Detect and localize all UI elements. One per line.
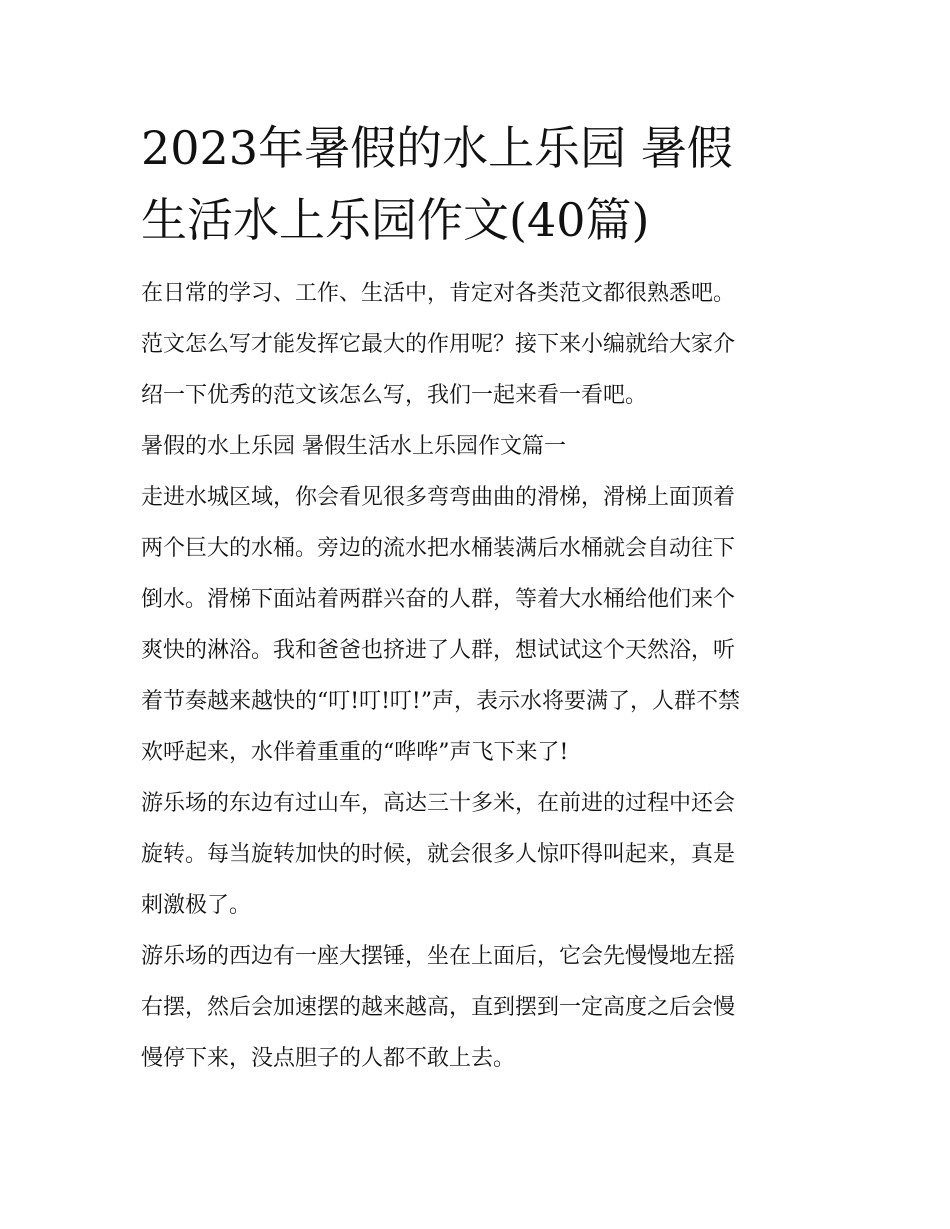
document-page [141, 112, 816, 1084]
text-line: 慢停下来，没点胆子的人都不敢上去。 [141, 1046, 516, 1071]
section-heading [141, 421, 816, 472]
text-line: 着节奏越来越快的“叮!叮!叮!”声，表示水将要满了，人群不禁 [141, 689, 741, 714]
text-line: 旋转。每当旋转加快的时候，就会很多人惊吓得叫起来，真是 [141, 842, 736, 867]
text-line: 右摆，然后会加速摆的越来越高，直到摆到一定高度之后会慢 [141, 995, 736, 1020]
body-paragraph [141, 472, 816, 778]
text-line: 游乐场的东边有过山车，高达三十多米，在前进的过程中还会 [141, 791, 736, 816]
text-line: 在日常的学习、工作、生活中，肯定对各类范文都很熟悉吧。 [141, 281, 736, 306]
text-line: 暑假的水上乐园 暑假生活水上乐园作文篇一 [141, 434, 566, 459]
title-line: 生活水上乐园作文(40篇) [141, 193, 650, 247]
body-paragraph [141, 778, 816, 931]
text-line: 绍一下优秀的范文该怎么写，我们一起来看一看吧。 [141, 383, 648, 408]
text-line: 爽快的淋浴。我和爸爸也挤进了人群，想试试这个天然浴，听 [141, 638, 736, 663]
text-line: 刺激极了。 [141, 893, 252, 918]
text-line: 范文怎么写才能发挥它最大的作用呢？接下来小编就给大家介 [141, 332, 736, 357]
text-line: 欢呼起来，水伴着重重的“哗哗”声飞下来了! [141, 740, 569, 765]
text-line: 倒水。滑梯下面站着两群兴奋的人群，等着大水桶给他们来个 [141, 587, 736, 612]
body-paragraph [141, 931, 816, 1084]
document-title [141, 112, 816, 256]
text-line: 两个巨大的水桶。旁边的流水把水桶装满后水桶就会自动往下 [141, 536, 736, 561]
title-line: 2023年暑假的水上乐园 暑假 [141, 121, 733, 175]
intro-paragraph [141, 268, 816, 421]
text-line: 走进水城区域，你会看见很多弯弯曲曲的滑梯，滑梯上面顶着 [141, 485, 736, 510]
text-line: 游乐场的西边有一座大摆锤，坐在上面后，它会先慢慢地左摇 [141, 944, 736, 969]
